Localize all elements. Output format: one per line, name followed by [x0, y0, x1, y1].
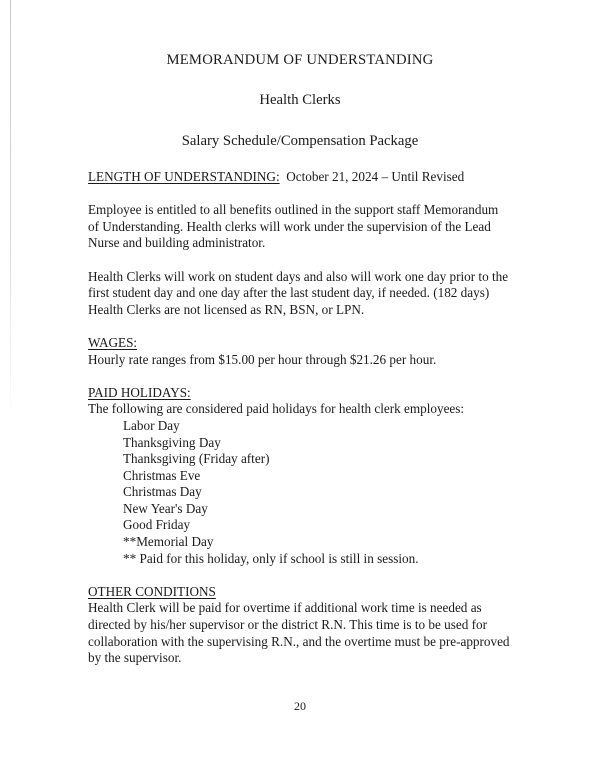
spacer — [88, 318, 512, 335]
paid-holidays-heading-text: PAID HOLIDAYS: — [88, 384, 191, 400]
wages-heading-text: WAGES: — [88, 334, 138, 350]
wages-heading — [88, 335, 512, 352]
paid-holidays-footnote: ** Paid for this holiday, only if school is still in session. — [123, 550, 419, 566]
spacer — [88, 186, 512, 203]
page-number: 20 — [294, 699, 306, 713]
list-item: Thanksgiving (Friday after) — [123, 451, 270, 467]
wages-text: Hourly rate ranges from $15.00 per hour through $21.26 per hour. — [88, 351, 437, 367]
paid-holidays-list — [88, 418, 512, 551]
title-block — [88, 52, 512, 150]
intro-paragraph-1: Employee is entitled to all benefits outlined in the support staff Memorandum of Understanding. Health clerks will work under the supervision of the Lead Nurse and building administrator. — [88, 202, 499, 251]
document-subtitle-secondary: Salary Schedule/Compensation Package — [181, 133, 419, 149]
other-conditions-text: Health Clerk will be paid for overtime if additional work time is needed as directed by his/her supervisor or the district R.N. This time is to be used for collaboration with the supervising R.N., and the overtime must be pre-approved by the supervisor. — [88, 600, 510, 666]
length-of-understanding-heading: LENGTH OF UNDERSTANDING: — [88, 169, 280, 184]
list-item: Good Friday — [123, 517, 191, 533]
spacer — [88, 567, 512, 584]
paid-holidays-heading — [88, 385, 512, 402]
list-item: **Memorial Day — [123, 534, 214, 550]
paid-holidays-intro: The following are considered paid holidays for health clerk employees: — [88, 401, 465, 417]
scan-edge-artifact — [10, 0, 11, 420]
list-item: Labor Day — [123, 417, 180, 433]
list-item: Christmas Eve — [123, 467, 201, 483]
spacer — [88, 252, 512, 269]
document-content — [88, 52, 512, 667]
list-item: Christmas Day — [123, 484, 202, 500]
other-conditions-heading-text: OTHER CONDITIONS — [88, 583, 216, 599]
list-item: New Year's Day — [123, 500, 208, 516]
spacer — [88, 368, 512, 385]
intro-paragraph-2: Health Clerks will work on student days and also will work one day prior to the first student day and one day after the last student day, if needed. (182 days) — [88, 268, 509, 301]
page-title: MEMORANDUM OF UNDERSTANDING — [166, 52, 434, 68]
list-item: Thanksgiving Day — [123, 434, 221, 450]
intro-paragraph-3: Health Clerks are not licensed as RN, BSN, or LPN. — [88, 301, 365, 317]
length-of-understanding-line — [88, 169, 512, 186]
document-subtitle: Health Clerks — [259, 92, 341, 108]
other-conditions-heading — [88, 584, 512, 601]
length-of-understanding-value: October 21, 2024 – Until Revised — [286, 169, 465, 184]
